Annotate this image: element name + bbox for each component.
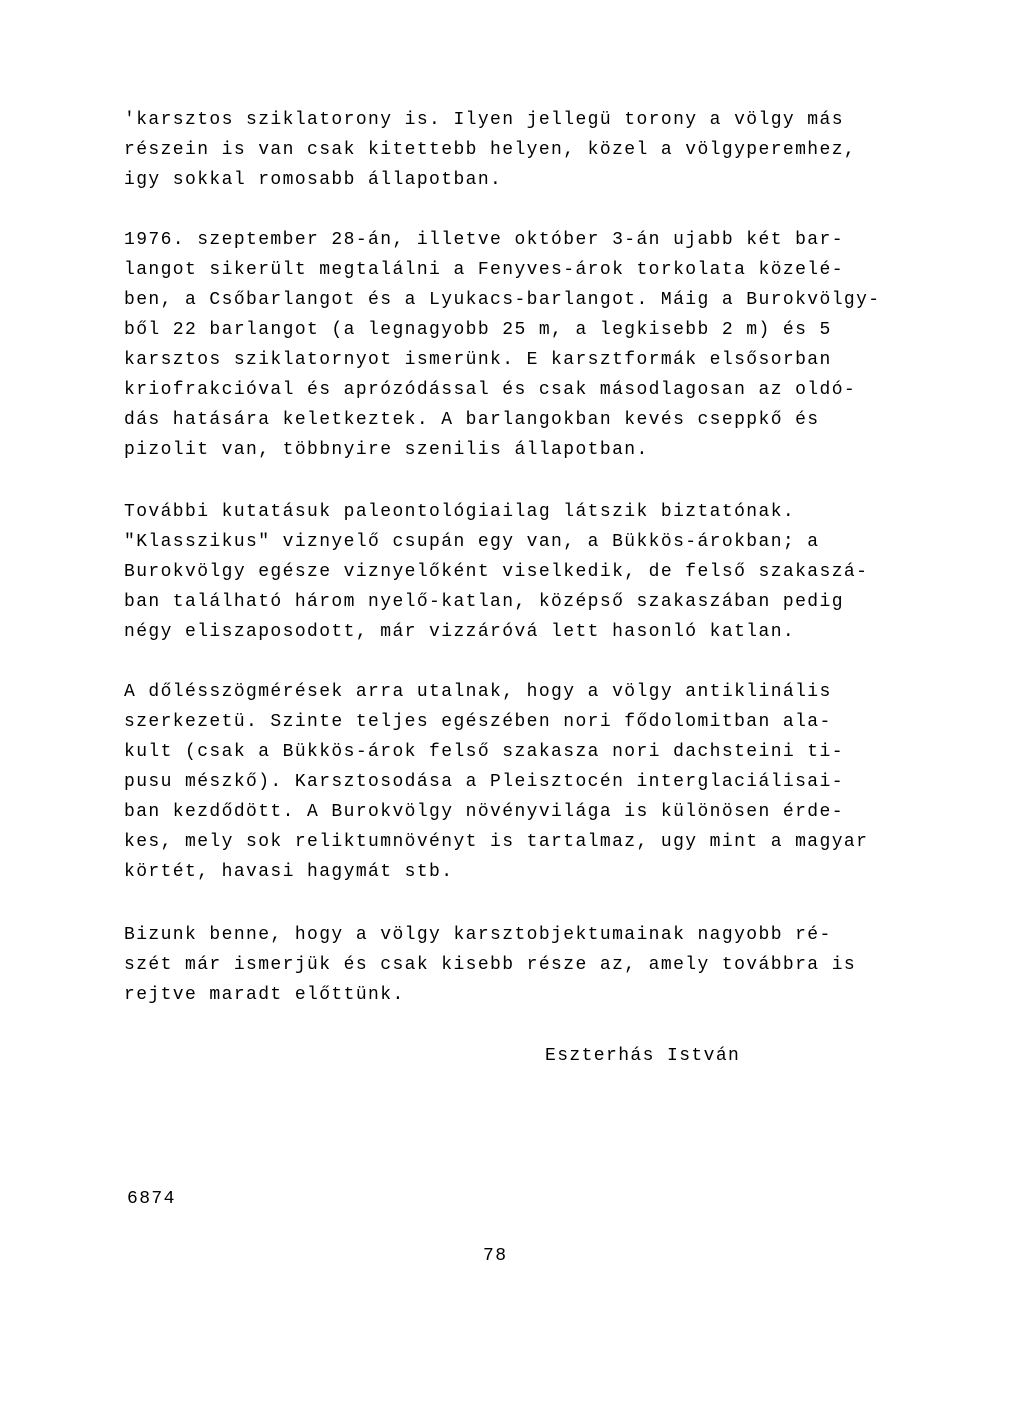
text-line: rejtve maradt előttünk. — [124, 985, 405, 1005]
text-line: 'karsztos sziklatorony is. Ilyen jellegü torony a völgy más — [124, 110, 844, 130]
text-line: Bizunk benne, hogy a völgy karsztobjektumainak nagyobb ré- — [124, 925, 832, 945]
text-line: ben, a Csőbarlangot és a Lyukacs-barlangot. Máig a Burokvölgy- — [124, 290, 881, 310]
text-line: szerkezetü. Szinte teljes egészében nori fődolomitban ala- — [124, 712, 832, 732]
text-line: pizolit van, többnyire szenilis állapotban. — [124, 440, 649, 460]
text-line: négy eliszaposodott, már vizzáróvá lett hasonló katlan. — [124, 622, 796, 642]
text-line: részein is van csak kitettebb helyen, közel a völgyperemhez, — [124, 140, 857, 160]
text-line: kes, mely sok reliktumnövényt is tartalmaz, ugy mint a magyar — [124, 832, 869, 852]
document-code: 6874 — [127, 1189, 176, 1209]
page-number: 78 — [483, 1246, 508, 1266]
text-line: kriofrakcióval és aprózódással és csak másodlagosan az oldó- — [124, 380, 857, 400]
text-line: körtét, havasi hagymát stb. — [124, 862, 454, 882]
text-line: "Klasszikus" viznyelő csupán egy van, a Bükkös-árokban; a — [124, 532, 820, 552]
text-line: dás hatására keletkeztek. A barlangokban kevés cseppkő és — [124, 410, 820, 430]
text-line: pusu mészkő). Karsztosodása a Pleisztocén interglaciálisai- — [124, 772, 844, 792]
text-line: karsztos sziklatornyot ismerünk. E karsztformák elsősorban — [124, 350, 832, 370]
text-line: További kutatásuk paleontológiailag látszik biztatónak. — [124, 502, 796, 522]
text-line: Burokvölgy egésze viznyelőként viselkedik, de felső szakaszá- — [124, 562, 869, 582]
text-line: 1976. szeptember 28-án, illetve október 3-án ujabb két bar- — [124, 230, 844, 250]
text-line: A dőlésszögmérések arra utalnak, hogy a völgy antiklinális — [124, 682, 832, 702]
author-signature: Eszterhás István — [545, 1046, 741, 1066]
text-line: ban kezdődött. A Burokvölgy növényvilága is különösen érde- — [124, 802, 844, 822]
text-line: ban található három nyelő-katlan, középső szakaszában pedig — [124, 592, 844, 612]
text-line: langot sikerült megtalálni a Fenyves-árok torkolata közelé- — [124, 260, 844, 280]
text-line: ből 22 barlangot (a legnagyobb 25 m, a legkisebb 2 m) és 5 — [124, 320, 832, 340]
text-line: igy sokkal romosabb állapotban. — [124, 170, 503, 190]
text-line: kult (csak a Bükkös-árok felső szakasza nori dachsteini ti- — [124, 742, 844, 762]
text-line: szét már ismerjük és csak kisebb része az, amely továbbra is — [124, 955, 857, 975]
